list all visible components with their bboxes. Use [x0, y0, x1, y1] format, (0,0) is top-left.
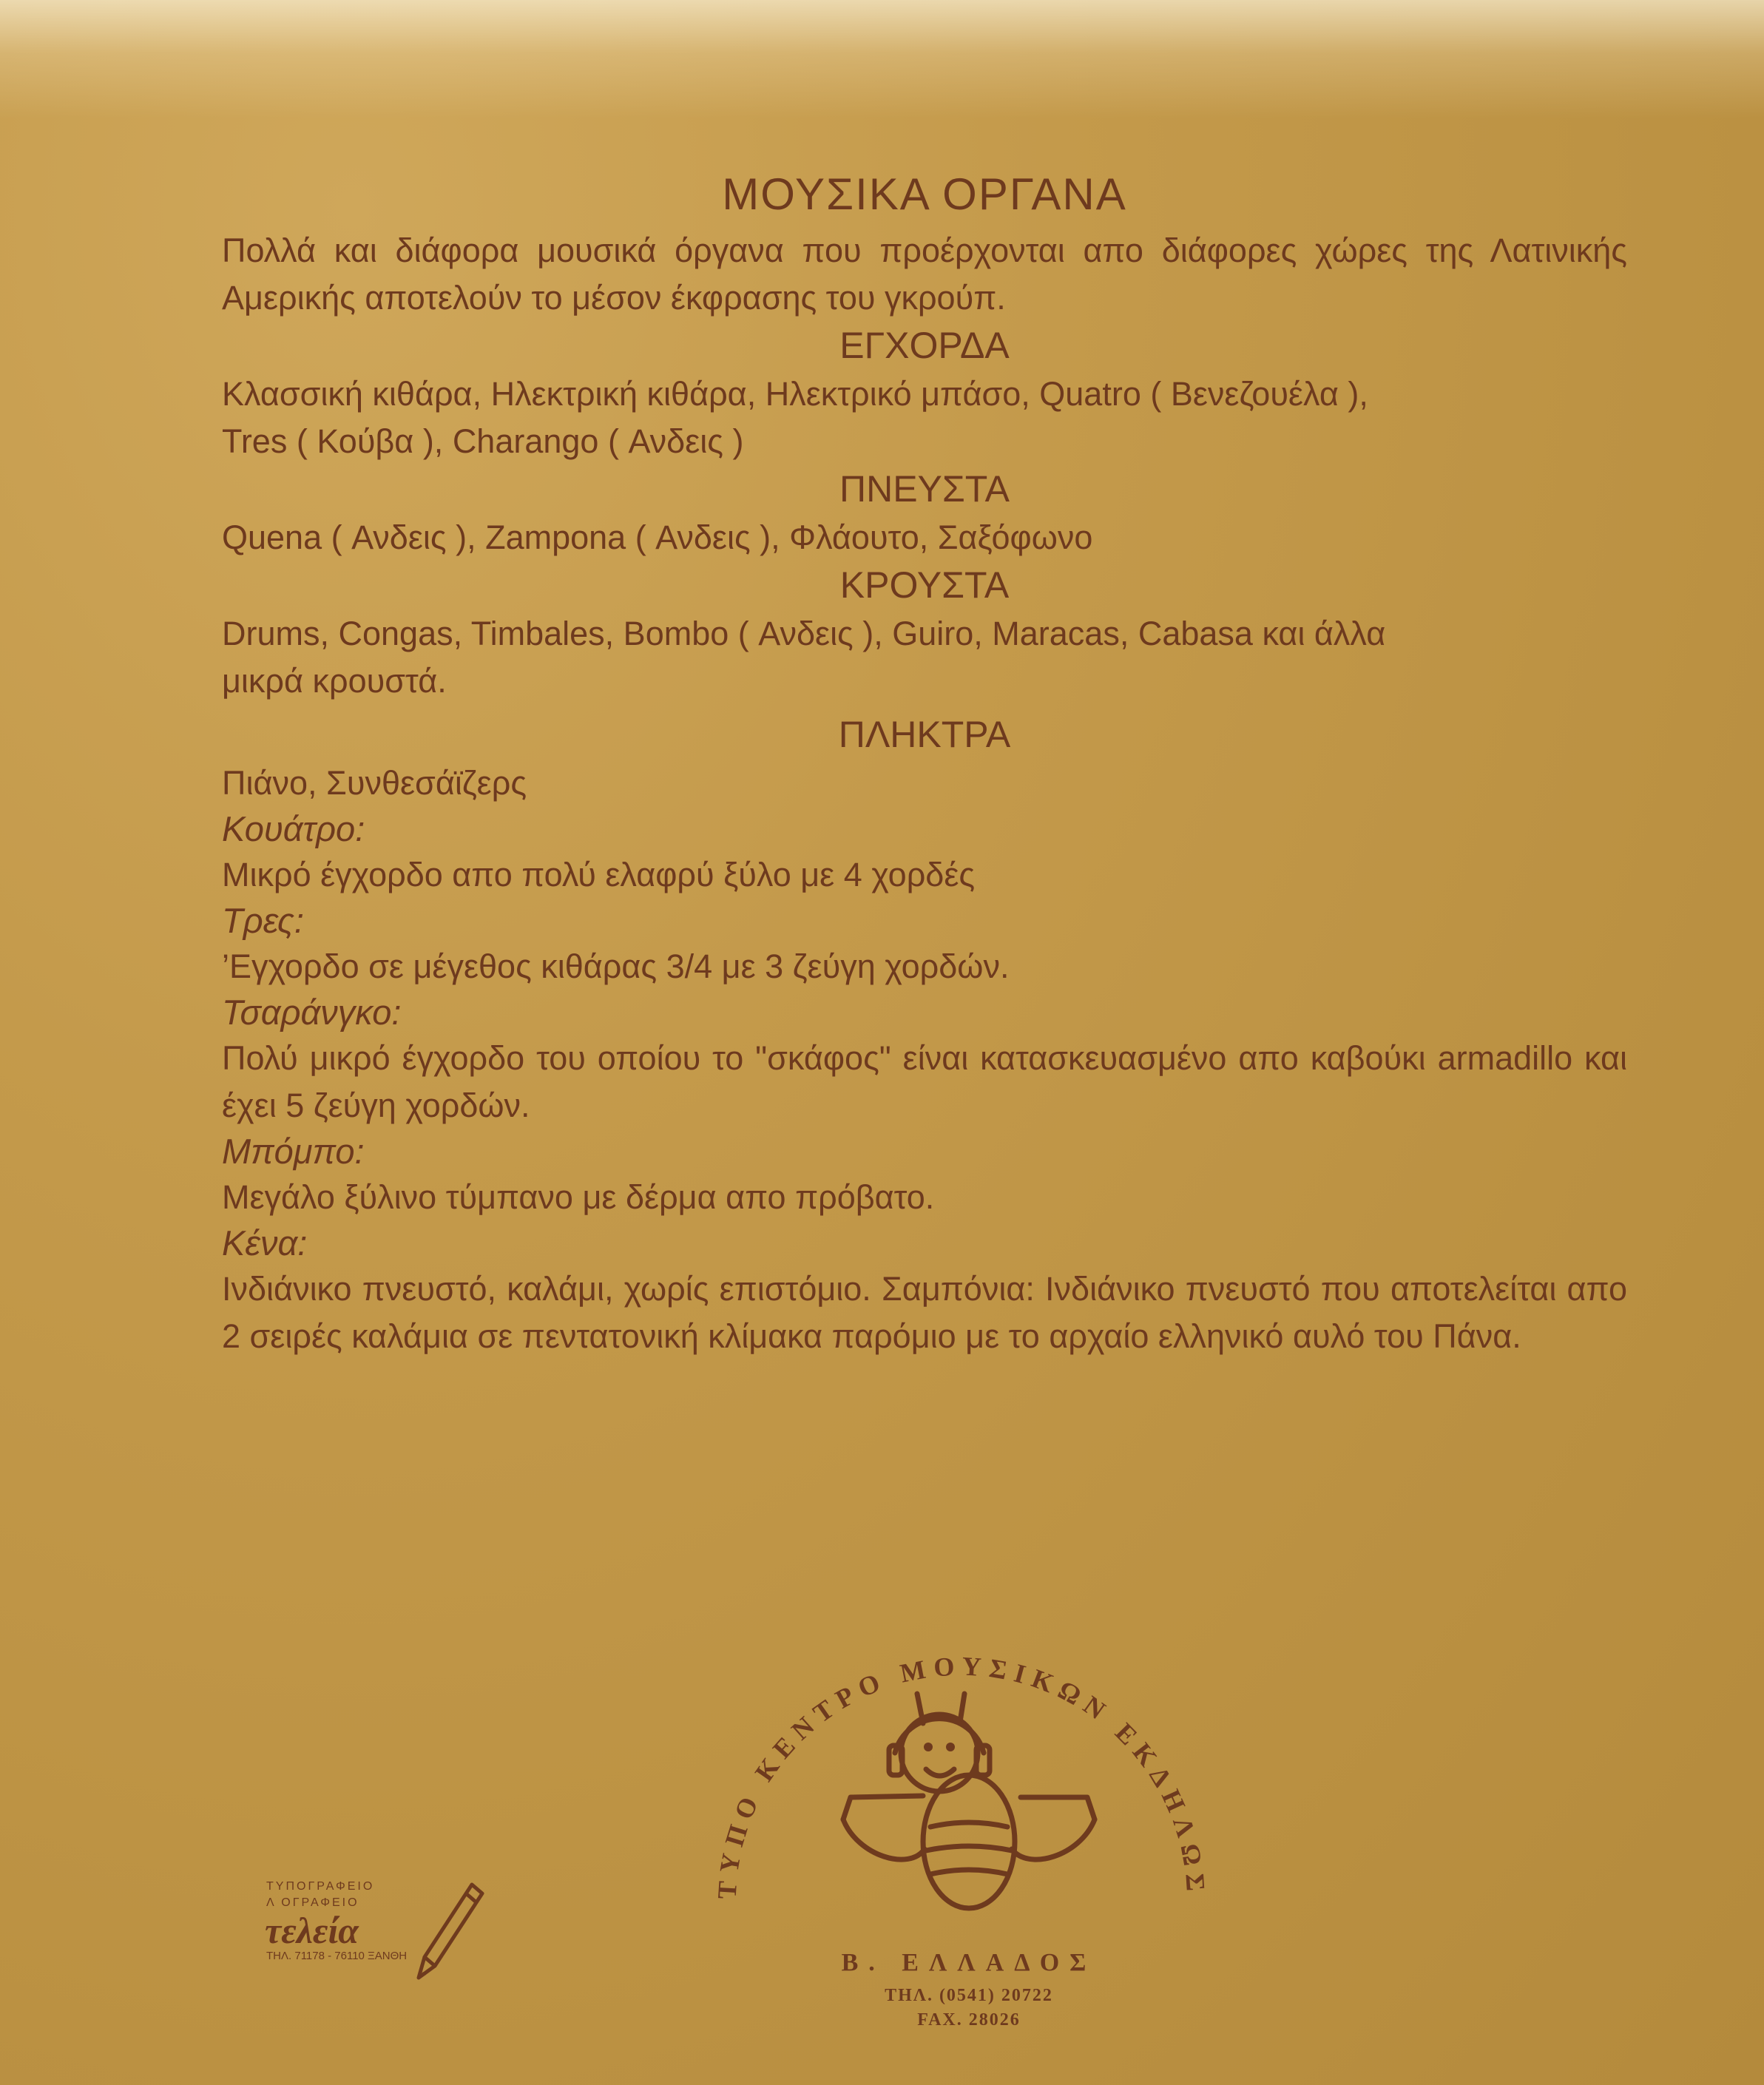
- section-line: Κλασσική κιθάρα, Ηλεκτρική κιθάρα, Ηλεκτρικό μπάσο, Quatro ( Βενεζουέλα ),: [222, 375, 1368, 413]
- section-line: Πιάνο, Συνθεσάϊζερς: [222, 764, 527, 802]
- printer-brand: τελεία: [265, 1910, 359, 1951]
- intro-paragraph: Πολλά και διάφορα μουσικά όργανα που προέρχονται απο διάφορες χώρες της Λατινικής Αμερικής αποτελούν το μέσον έκφρασης του γκρούπ.: [222, 232, 1627, 317]
- section-line: Drums, Congas, Timbales, Bombo ( Ανδεις ), Guiro, Maracas, Cabasa και άλλα: [222, 615, 1386, 652]
- section-title: ΕΓΧΟΡΔΑ: [839, 325, 1010, 366]
- printer-logo: [251, 1879, 503, 1997]
- section-keyboards: [222, 712, 1627, 807]
- glossary-definition: Μεγάλο ξύλινο τύμπανο με δέρμα απο πρόβατο.: [222, 1178, 935, 1216]
- light-glare: [0, 0, 1764, 118]
- pencil-icon: [407, 1879, 488, 1990]
- stamp-region: Β. ΕΛΛΑΔΟΣ: [841, 1949, 1097, 1976]
- section-line: Quena ( Ανδεις ), Zampona ( Ανδεις ), Φλάουτο, Σαξόφωνο: [222, 518, 1093, 556]
- stamp-fax: FAX. 28026: [917, 2010, 1021, 2030]
- page-title: ΜΟΥΣΙΚΑ ΟΡΓΑΝΑ: [722, 169, 1127, 219]
- glossary: [222, 807, 1627, 1360]
- glossary-term: Μπόμπο:: [222, 1132, 365, 1171]
- section-percussion: [222, 563, 1627, 705]
- section-strings: [222, 323, 1627, 465]
- glossary-definition: Ινδιάνικο πνευστό, καλάμι, χωρίς επιστόμιο. Σαμπόνια: Ινδιάνικο πνευστό που αποτελείται απο 2 σειρές καλάμια σε πεντατονική κλίμακα παρόμιο με το αρχαίο ελληνικό αυλό του Πάνα.: [222, 1270, 1627, 1355]
- section-winds: [222, 467, 1627, 561]
- glossary-term: Τρες:: [222, 901, 304, 940]
- organization-stamp: [673, 1531, 1265, 2064]
- printer-line: Λ ΟΓΡΑΦΕΙΟ: [266, 1896, 359, 1909]
- glossary-definition: Πολύ μικρό έγχορδο του οποίου το "σκάφος" είναι κατασκευασμένο απο καβούκι armadillo και έχει 5 ζεύγη χορδών.: [222, 1039, 1627, 1124]
- section-title: ΠΛΗΚΤΡΑ: [838, 714, 1011, 755]
- glossary-term: Κουάτρο:: [222, 809, 365, 848]
- section-line: μικρά κρουστά.: [222, 662, 447, 700]
- stamp-arc-text: ΤΥΠΟ ΚΕΝΤΡΟ ΜΟΥΣΙΚΩΝ ΕΚΔΗΛΩΣ: [712, 1651, 1212, 1900]
- glossary-definition: Μικρό έγχορδο απο πολύ ελαφρύ ξύλο με 4 χορδές: [222, 856, 976, 893]
- glossary-term: Τσαράνγκο:: [222, 993, 402, 1032]
- section-line: Tres ( Κούβα ), Charango ( Ανδεις ): [222, 422, 744, 460]
- stamp-phone: ΤΗΛ. (0541) 20722: [885, 1986, 1053, 2005]
- glossary-definition: ’Εγχορδο σε μέγεθος κιθάρας 3/4 με 3 ζεύγη χορδών.: [222, 947, 1010, 985]
- printer-phone: ΤΗΛ. 71178 - 76110 ΞΑΝΘΗ: [266, 1950, 408, 1962]
- glossary-term: Κένα:: [222, 1223, 308, 1263]
- document-body: [222, 169, 1627, 1360]
- bee-stamp-logo: [673, 1531, 1265, 1945]
- printer-line: ΤΥΠΟΓΡΑΦΕΙΟ: [266, 1880, 375, 1893]
- section-title: ΚΡΟΥΣΤΑ: [839, 564, 1010, 606]
- section-title: ΠΝΕΥΣΤΑ: [839, 468, 1010, 510]
